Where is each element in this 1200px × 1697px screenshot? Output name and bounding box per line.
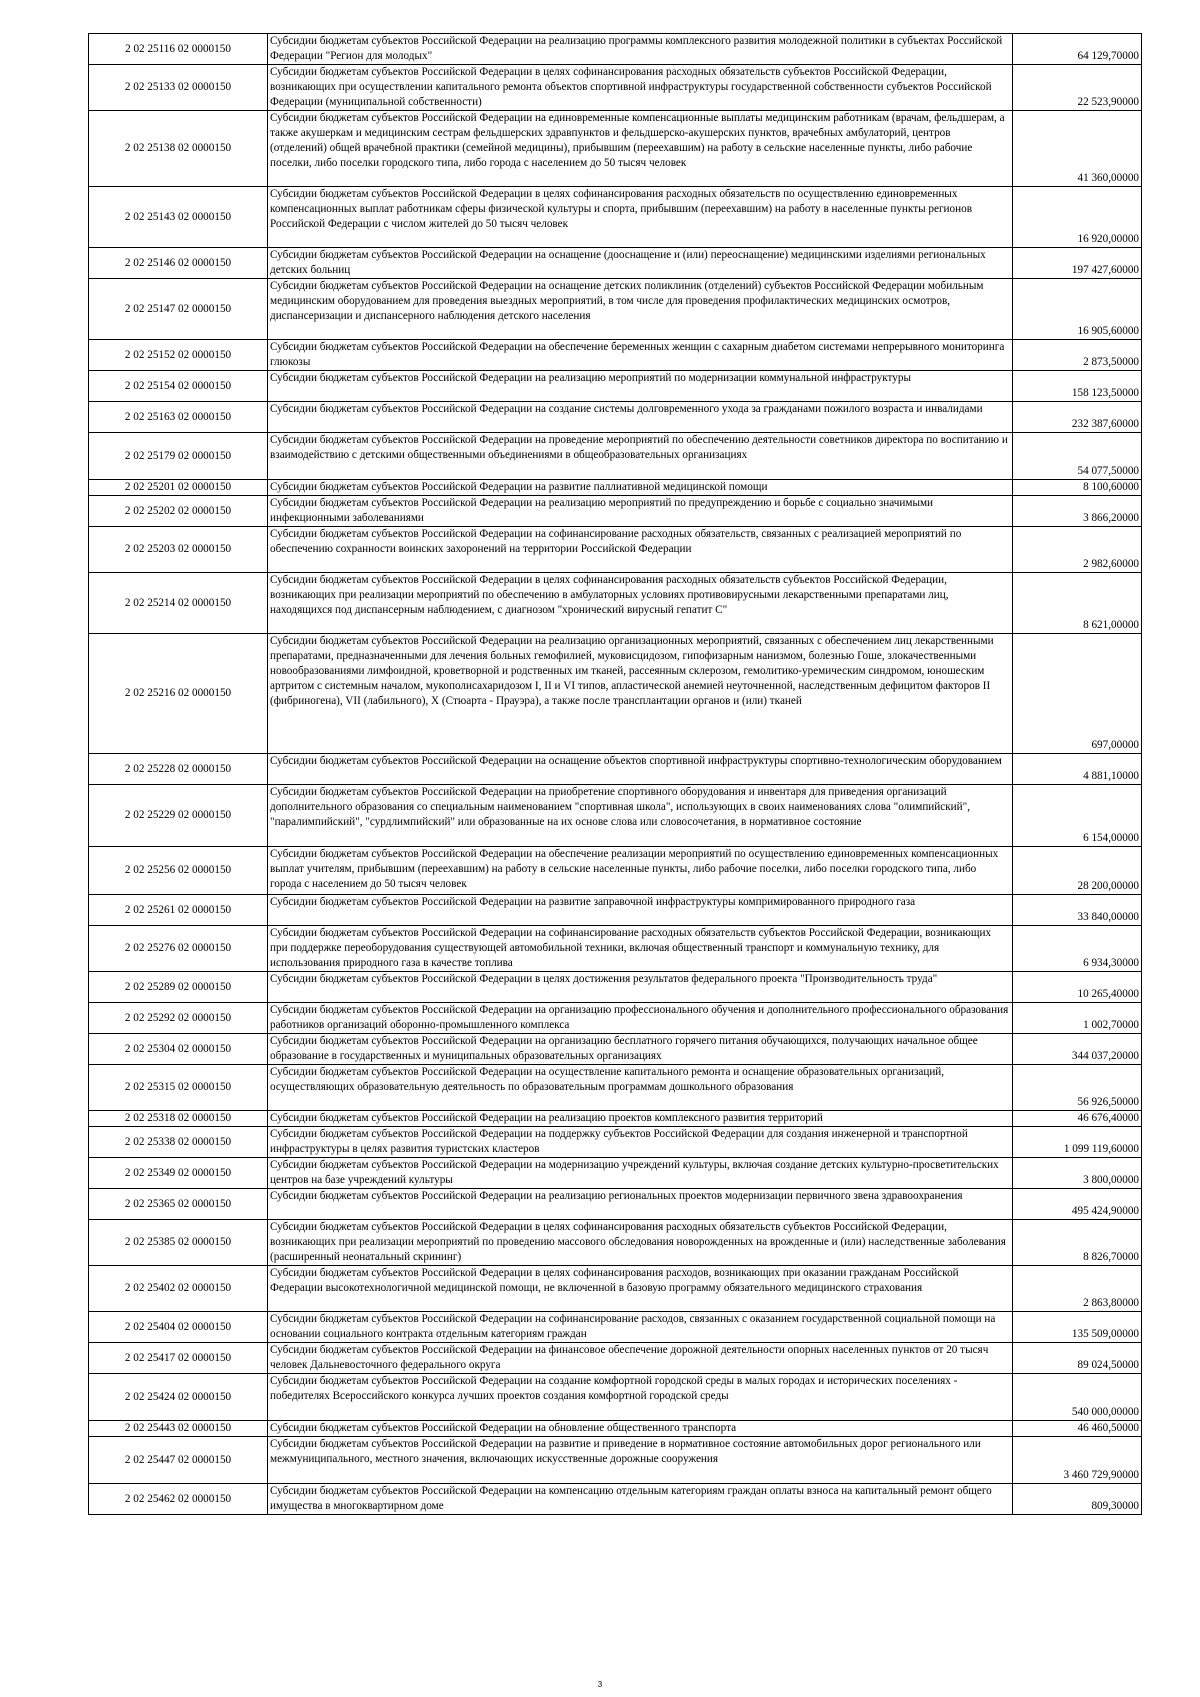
budget-code-cell: 2 02 25229 02 0000150 [89,785,268,847]
description-cell: Субсидии бюджетам субъектов Российской Федерации в целях софинансирования расходных обязательств субъектов Российской Федерации, возникающих при реализации мероприятий по обеспечению в амбулаторных условиях противовирусными лекарственными препаратами лиц, находящихся под диспансерным наблюдением, с диагнозом "хронический вирусный гепатит С" [268,573,1013,634]
budget-code-cell: 2 02 25404 02 0000150 [89,1312,268,1343]
amount-cell: 41 360,00000 [1013,111,1142,187]
budget-code-cell: 2 02 25143 02 0000150 [89,187,268,248]
table-row [89,1034,1142,1065]
amount-cell: 16 920,00000 [1013,187,1142,248]
amount-cell: 135 509,00000 [1013,1312,1142,1343]
budget-code-cell: 2 02 25203 02 0000150 [89,527,268,573]
amount-cell: 6 154,00000 [1013,785,1142,847]
table-row [89,1065,1142,1111]
description-cell: Субсидии бюджетам субъектов Российской Федерации на развитие паллиативной медицинской помощи [268,480,1013,496]
description-cell: Субсидии бюджетам субъектов Российской Федерации на оснащение детских поликлиник (отделений) субъектов Российской Федерации мобильным медицинским оборудованием для проведения выездных мероприятий, в том числе для проведения профилактических медицинских осмотров, диспансеризации и диспансерного наблюдения детского населения [268,279,1013,340]
budget-code-cell: 2 02 25228 02 0000150 [89,754,268,785]
table-row [89,279,1142,340]
table-row [89,1111,1142,1127]
table-row [89,1220,1142,1266]
amount-cell: 8 100,60000 [1013,480,1142,496]
amount-cell: 54 077,50000 [1013,433,1142,480]
table-row [89,433,1142,480]
table-row [89,1189,1142,1220]
description-cell: Субсидии бюджетам субъектов Российской Федерации на создание комфортной городской среды в малых городах и исторических поселениях - победителях Всероссийского конкурса лучших проектов создания комфортной городской среды [268,1374,1013,1421]
amount-cell: 2 863,80000 [1013,1266,1142,1312]
amount-cell: 22 523,90000 [1013,65,1142,111]
table-row [89,847,1142,895]
table-row [89,34,1142,65]
amount-cell: 89 024,50000 [1013,1343,1142,1374]
budget-code-cell: 2 02 25146 02 0000150 [89,248,268,279]
description-cell: Субсидии бюджетам субъектов Российской Федерации на реализацию мероприятий по модернизации коммунальной инфраструктуры [268,371,1013,402]
description-cell: Субсидии бюджетам субъектов Российской Федерации в целях достижения результатов федерального проекта "Производительность труда" [268,972,1013,1003]
budget-code-cell: 2 02 25315 02 0000150 [89,1065,268,1111]
table-row [89,111,1142,187]
table-row [89,1158,1142,1189]
amount-cell: 3 800,00000 [1013,1158,1142,1189]
description-cell: Субсидии бюджетам субъектов Российской Федерации на реализацию организационных мероприятий, связанных с обеспечением лиц лекарственными препаратами, предназначенными для лечения больных гемофилией, муковисцидозом, гипофизарным нанизмом, болезнью Гоше, злокачественными новообразованиями лимфоидной, кроветворной и родственных им тканей, рассеянным склерозом, гемолитико-уремическим синдромом, юношеским артритом с системным началом, мукополисахаридозом I, II и VI типов, апластической анемией неуточненной, наследственным дефицитом факторов II (фибриногена), VII (лабильного), X (Стюарта - Прауэра), а также после трансплантации органов и (или) тканей [268,634,1013,754]
description-cell: Субсидии бюджетам субъектов Российской Федерации на единовременные компенсационные выплаты медицинским работникам (врачам, фельдшерам, а также акушеркам и медицинским сестрам фельдшерских здравпунктов и фельдшерско-акушерских пунктов, врачебных амбулаторий, центров (отделений) общей врачебной практики (семейной медицины), прибывшим (переехавшим) на работу в сельские населенные пункты, либо рабочие поселки, либо поселки городского типа, либо города с населением до 50 тысяч человек [268,111,1013,187]
description-cell: Субсидии бюджетам субъектов Российской Федерации на оснащение объектов спортивной инфраструктуры спортивно-технологическим оборудованием [268,754,1013,785]
table-row [89,573,1142,634]
budget-revenue-table [88,33,1142,1515]
budget-code-cell: 2 02 25147 02 0000150 [89,279,268,340]
description-cell: Субсидии бюджетам субъектов Российской Федерации на компенсацию отдельным категориям граждан оплаты взноса на капитальный ремонт общего имущества в многоквартирном доме [268,1484,1013,1515]
description-cell: Субсидии бюджетам субъектов Российской Федерации на реализацию региональных проектов модернизации первичного звена здравоохранения [268,1189,1013,1220]
table-row [89,1421,1142,1437]
budget-code-cell: 2 02 25179 02 0000150 [89,433,268,480]
budget-code-cell: 2 02 25276 02 0000150 [89,926,268,972]
amount-cell: 158 123,50000 [1013,371,1142,402]
amount-cell: 809,30000 [1013,1484,1142,1515]
budget-code-cell: 2 02 25133 02 0000150 [89,65,268,111]
amount-cell: 64 129,70000 [1013,34,1142,65]
budget-code-cell: 2 02 25349 02 0000150 [89,1158,268,1189]
table-row [89,1484,1142,1515]
budget-code-cell: 2 02 25447 02 0000150 [89,1437,268,1484]
table-row [89,1374,1142,1421]
amount-cell: 3 460 729,90000 [1013,1437,1142,1484]
description-cell: Субсидии бюджетам субъектов Российской Федерации на софинансирование расходов, связанных с оказанием государственной социальной помощи на основании социального контракта отдельным категориям граждан [268,1312,1013,1343]
budget-code-cell: 2 02 25201 02 0000150 [89,480,268,496]
table-row [89,371,1142,402]
description-cell: Субсидии бюджетам субъектов Российской Федерации на обеспечение реализации мероприятий по осуществлению единовременных компенсационных выплат учителям, прибывшим (переехавшим) на работу в сельские населенные пункты, либо рабочие поселки, либо поселки городского типа, либо города с населением до 50 тысяч человек [268,847,1013,895]
budget-code-cell: 2 02 25402 02 0000150 [89,1266,268,1312]
table-row [89,187,1142,248]
amount-cell: 8 826,70000 [1013,1220,1142,1266]
description-cell: Субсидии бюджетам субъектов Российской Федерации на реализацию мероприятий по предупреждению и борьбе с социально значимыми инфекционными заболеваниями [268,496,1013,527]
description-cell: Субсидии бюджетам субъектов Российской Федерации на создание системы долговременного ухода за гражданами пожилого возраста и инвалидами [268,402,1013,433]
table-row [89,340,1142,371]
amount-cell: 697,00000 [1013,634,1142,754]
table-row [89,527,1142,573]
budget-code-cell: 2 02 25462 02 0000150 [89,1484,268,1515]
table-row [89,754,1142,785]
budget-code-cell: 2 02 25154 02 0000150 [89,371,268,402]
amount-cell: 56 926,50000 [1013,1065,1142,1111]
description-cell: Субсидии бюджетам субъектов Российской Федерации на финансовое обеспечение дорожной деятельности опорных населенных пунктов от 20 тысяч человек Дальневосточного федерального округа [268,1343,1013,1374]
budget-code-cell: 2 02 25138 02 0000150 [89,111,268,187]
table-row [89,1003,1142,1034]
description-cell: Субсидии бюджетам субъектов Российской Федерации в целях софинансирования расходов, возникающих при оказании гражданам Российской Федерации высокотехнологичной медицинской помощи, не включенной в базовую программу обязательного медицинского страхования [268,1266,1013,1312]
description-cell: Субсидии бюджетам субъектов Российской Федерации на модернизацию учреждений культуры, включая создание детских культурно-просветительских центров на базе учреждений культуры [268,1158,1013,1189]
description-cell: Субсидии бюджетам субъектов Российской Федерации на реализацию проектов комплексного развития территорий [268,1111,1013,1127]
description-cell: Субсидии бюджетам субъектов Российской Федерации на развитие и приведение в нормативное состояние автомобильных дорог регионального или межмуниципального, местного значения, включающих искусственные дорожные сооружения [268,1437,1013,1484]
budget-code-cell: 2 02 25261 02 0000150 [89,895,268,926]
table-row [89,402,1142,433]
table-body [89,34,1142,1515]
budget-code-cell: 2 02 25116 02 0000150 [89,34,268,65]
amount-cell: 8 621,00000 [1013,573,1142,634]
amount-cell: 33 840,00000 [1013,895,1142,926]
budget-code-cell: 2 02 25424 02 0000150 [89,1374,268,1421]
amount-cell: 540 000,00000 [1013,1374,1142,1421]
amount-cell: 3 866,20000 [1013,496,1142,527]
description-cell: Субсидии бюджетам субъектов Российской Федерации на оснащение (дооснащение и (или) переоснащение) медицинскими изделиями региональных детских больниц [268,248,1013,279]
description-cell: Субсидии бюджетам субъектов Российской Федерации на поддержку субъектов Российской Федерации для создания инженерной и транспортной инфраструктуры в целях развития туристских кластеров [268,1127,1013,1158]
description-cell: Субсидии бюджетам субъектов Российской Федерации в целях софинансирования расходных обязательств субъектов Российской Федерации, возникающих при осуществлении капитального ремонта объектов спортивной инфраструктуры государственной собственности субъектов Российской Федерации (муниципальной собственности) [268,65,1013,111]
budget-code-cell: 2 02 25152 02 0000150 [89,340,268,371]
description-cell: Субсидии бюджетам субъектов Российской Федерации на реализацию программы комплексного развития молодежной политики в субъектах Российской Федерации "Регион для молодых" [268,34,1013,65]
table-row [89,926,1142,972]
amount-cell: 495 424,90000 [1013,1189,1142,1220]
page-number: 3 [597,1680,603,1689]
budget-code-cell: 2 02 25292 02 0000150 [89,1003,268,1034]
budget-code-cell: 2 02 25214 02 0000150 [89,573,268,634]
description-cell: Субсидии бюджетам субъектов Российской Федерации на организацию профессионального обучения и дополнительного профессионального образования работников организаций оборонно-промышленного комплекса [268,1003,1013,1034]
description-cell: Субсидии бюджетам субъектов Российской Федерации на развитие заправочной инфраструктуры компримированного природного газа [268,895,1013,926]
description-cell: Субсидии бюджетам субъектов Российской Федерации на софинансирование расходных обязательств, связанных с реализацией мероприятий по обеспечению сохранности воинских захоронений на территории Российской Федерации [268,527,1013,573]
table-row [89,634,1142,754]
description-cell: Субсидии бюджетам субъектов Российской Федерации на проведение мероприятий по обеспечению деятельности советников директора по воспитанию и взаимодействию с детскими общественными объединениями в общеобразовательных организациях [268,433,1013,480]
description-cell: Субсидии бюджетам субъектов Российской Федерации в целях софинансирования расходных обязательств субъектов Российской Федерации, возникающих при реализации мероприятий по проведению массового обследования новорожденных на врожденные и (или) наследственные заболевания (расширенный неонатальный скрининг) [268,1220,1013,1266]
budget-code-cell: 2 02 25163 02 0000150 [89,402,268,433]
table-row [89,65,1142,111]
budget-code-cell: 2 02 25202 02 0000150 [89,496,268,527]
amount-cell: 28 200,00000 [1013,847,1142,895]
table-row [89,1266,1142,1312]
budget-code-cell: 2 02 25318 02 0000150 [89,1111,268,1127]
amount-cell: 1 099 119,60000 [1013,1127,1142,1158]
table-row [89,496,1142,527]
description-cell: Субсидии бюджетам субъектов Российской Федерации на обновление общественного транспорта [268,1421,1013,1437]
amount-cell: 46 460,50000 [1013,1421,1142,1437]
table-row [89,1127,1142,1158]
description-cell: Субсидии бюджетам субъектов Российской Федерации на организацию бесплатного горячего питания обучающихся, получающих начальное общее образование в государственных и муниципальных образовательных организациях [268,1034,1013,1065]
budget-code-cell: 2 02 25256 02 0000150 [89,847,268,895]
amount-cell: 2 982,60000 [1013,527,1142,573]
table-row [89,1343,1142,1374]
amount-cell: 4 881,10000 [1013,754,1142,785]
budget-code-cell: 2 02 25289 02 0000150 [89,972,268,1003]
amount-cell: 197 427,60000 [1013,248,1142,279]
table-row [89,972,1142,1003]
table-row [89,785,1142,847]
table-row [89,480,1142,496]
budget-code-cell: 2 02 25365 02 0000150 [89,1189,268,1220]
amount-cell: 1 002,70000 [1013,1003,1142,1034]
amount-cell: 2 873,50000 [1013,340,1142,371]
description-cell: Субсидии бюджетам субъектов Российской Федерации в целях софинансирования расходных обязательств по осуществлению единовременных компенсационных выплат работникам сферы физической культуры и спорта, прибывшим (переехавшим) на работу в населенные пункты регионов Российской Федерации с числом жителей до 50 тысяч человек [268,187,1013,248]
budget-code-cell: 2 02 25417 02 0000150 [89,1343,268,1374]
description-cell: Субсидии бюджетам субъектов Российской Федерации на обеспечение беременных женщин с сахарным диабетом системами непрерывного мониторинга глюкозы [268,340,1013,371]
description-cell: Субсидии бюджетам субъектов Российской Федерации на софинансирование расходных обязательств субъектов Российской Федерации, возникающих при поддержке переоборудования существующей автомобильной техники, включая общественный транспорт и коммунальную технику, для использования природного газа в качестве топлива [268,926,1013,972]
description-cell: Субсидии бюджетам субъектов Российской Федерации на осуществление капитального ремонта и оснащение образовательных организаций, осуществляющих образовательную деятельность по образовательным программам дошкольного образования [268,1065,1013,1111]
table-row [89,248,1142,279]
table-row [89,1312,1142,1343]
amount-cell: 16 905,60000 [1013,279,1142,340]
table-row [89,895,1142,926]
amount-cell: 344 037,20000 [1013,1034,1142,1065]
budget-code-cell: 2 02 25338 02 0000150 [89,1127,268,1158]
description-cell: Субсидии бюджетам субъектов Российской Федерации на приобретение спортивного оборудования и инвентаря для приведения организаций дополнительного образования со специальным наименованием "спортивная школа", использующих в своих наименованиях слова "олимпийский", "паралимпийский", "сурдлимпийский" или образованные на их основе слова или словосочетания, в нормативное состояние [268,785,1013,847]
budget-code-cell: 2 02 25304 02 0000150 [89,1034,268,1065]
budget-code-cell: 2 02 25443 02 0000150 [89,1421,268,1437]
budget-code-cell: 2 02 25216 02 0000150 [89,634,268,754]
table-row [89,1437,1142,1484]
amount-cell: 232 387,60000 [1013,402,1142,433]
amount-cell: 10 265,40000 [1013,972,1142,1003]
amount-cell: 6 934,30000 [1013,926,1142,972]
budget-code-cell: 2 02 25385 02 0000150 [89,1220,268,1266]
amount-cell: 46 676,40000 [1013,1111,1142,1127]
